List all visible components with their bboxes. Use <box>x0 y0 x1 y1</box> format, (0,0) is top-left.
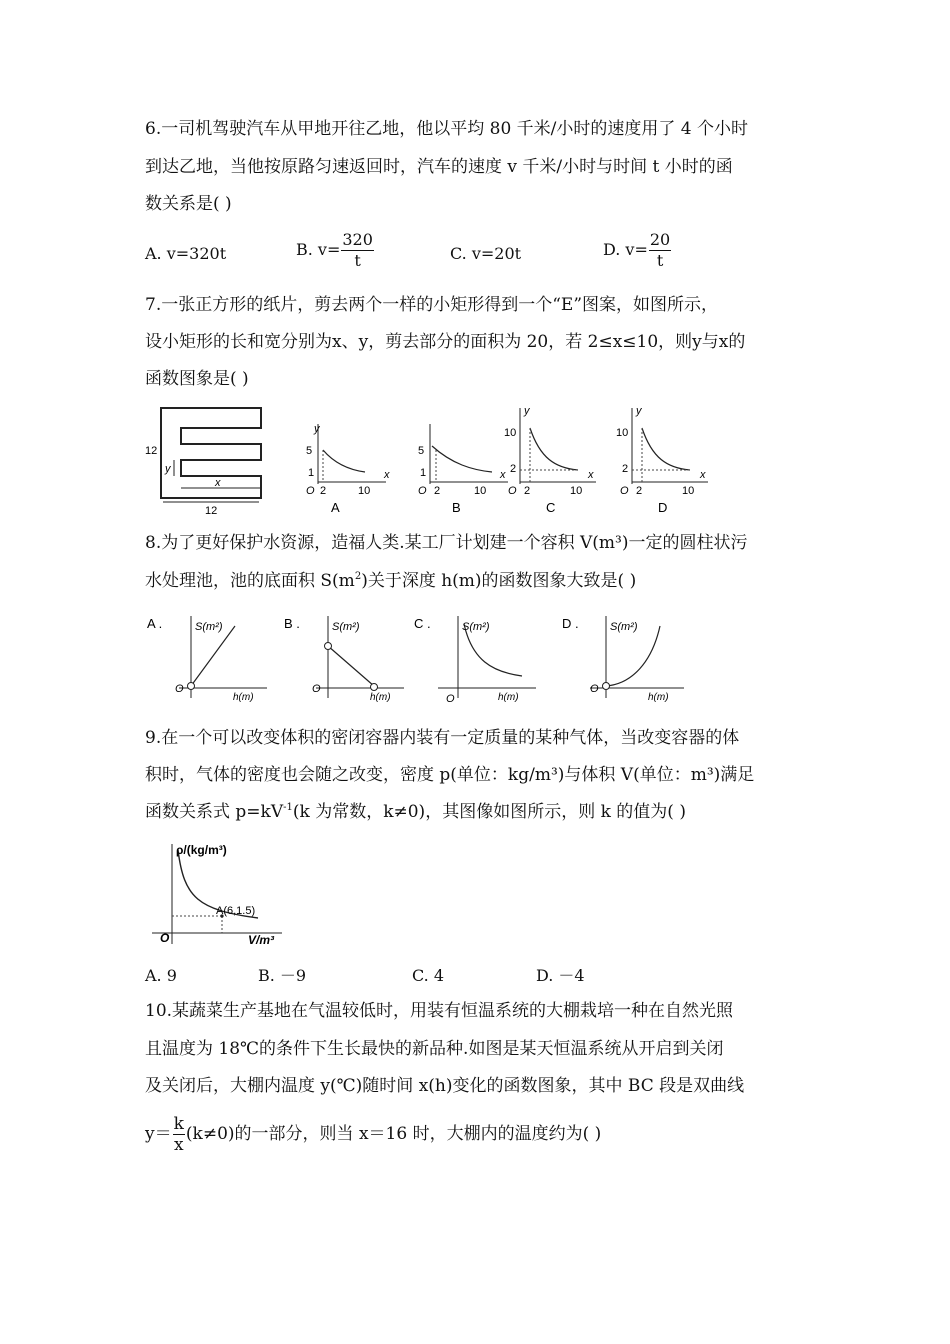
open-point <box>371 684 378 691</box>
e-shape-outline <box>161 408 261 498</box>
numerator: 20 <box>649 230 671 249</box>
q10-line-4-post: (k≠0)的一部分，则当 x＝16 时，大棚内的温度约为( ) <box>185 1124 602 1144</box>
x-axis-label: h(m) <box>498 692 519 703</box>
q8-line-2-pre: 水处理池，池的底面积 S(m <box>145 571 355 591</box>
origin-label: O <box>446 693 455 705</box>
q6-line-3: 数关系是( ) <box>145 194 232 214</box>
y-tick: 2 <box>510 463 517 475</box>
bottom-label: 12 <box>205 505 218 517</box>
q6-line-1: 6.一司机驾驶汽车从甲地开往乙地，他以平均 80 千米/小时的速度用了 4 个小时 <box>145 119 749 139</box>
q6-option-a[interactable]: A. v=320t <box>145 244 227 263</box>
q9-option-b[interactable]: B. －9 <box>258 966 307 985</box>
x-tick: 10 <box>474 485 487 497</box>
graph-label: A <box>331 500 340 515</box>
numerator: k <box>173 1114 184 1134</box>
x-axis-label: x <box>500 469 506 481</box>
y-tick: 10 <box>504 427 517 439</box>
y-tick: 2 <box>622 463 629 475</box>
graph-label: C . <box>414 616 431 631</box>
q6-option-b[interactable] <box>296 230 375 271</box>
origin-label: O <box>620 485 629 497</box>
q7-line-3: 函数图象是( ) <box>145 369 249 389</box>
q10-line-1: 10.某蔬菜生产基地在气温较低时，用装有恒温系统的大棚栽培一种在自然光照 <box>145 1001 734 1021</box>
q8-line-2 <box>145 570 636 592</box>
superscript: -1 <box>283 802 293 813</box>
line-graph <box>191 626 235 686</box>
origin-label: O <box>418 485 427 497</box>
graph-label: B <box>452 500 461 515</box>
q8-graph-a[interactable] <box>145 612 275 707</box>
origin-label: O <box>175 683 184 695</box>
denominator: t <box>354 251 361 270</box>
x-tick: 2 <box>524 485 531 497</box>
q6-option-d[interactable] <box>603 230 672 271</box>
y-axis-label: S(m²) <box>195 621 223 633</box>
q10-line-2: 且温度为 18℃的条件下生长最快的新品种.如图是某天恒温系统从开启到关闭 <box>145 1039 724 1059</box>
open-point <box>188 683 195 690</box>
e-shape-figure <box>143 402 268 517</box>
curve <box>323 450 365 472</box>
y-tick: 5 <box>306 445 313 457</box>
q7-graph-a[interactable] <box>290 420 390 515</box>
q10-line-4-prefix: y＝ <box>145 1124 172 1144</box>
denominator: t <box>656 251 664 270</box>
open-point <box>325 643 332 650</box>
q6-option-b-prefix: B. v= <box>296 240 341 259</box>
q9-density-figure <box>148 838 288 950</box>
q7-line-2: 设小矩形的长和宽分别为x、y，剪去部分的面积为 20，若 2≤x≤10，则y与x的 <box>145 332 746 352</box>
q9-line-3-pre: 函数关系式 p=kV <box>145 802 284 822</box>
x-tick: 2 <box>636 485 643 497</box>
q6-option-d-prefix: D. v= <box>603 240 648 259</box>
q7-graph-c[interactable] <box>500 404 600 514</box>
y-axis-label: y <box>524 405 530 417</box>
y-axis-label: y <box>314 423 320 435</box>
q7-graph-b[interactable] <box>412 420 512 515</box>
q10-line-4 <box>145 1114 601 1155</box>
q9-line-2: 积时，气体的密度也会随之改变，密度 p(单位：kg/m³)与体积 V(单位：m³)满足 <box>145 765 755 785</box>
q8-graph-c[interactable] <box>412 612 542 707</box>
y-tick: 1 <box>420 467 427 479</box>
q6-line-2: 到达乙地，当他按原路匀速返回时，汽车的速度 v 千米/小时与时间 t 小时的函 <box>145 157 733 177</box>
fraction <box>649 230 671 271</box>
q8-line-1: 8.为了更好保护水资源，造福人类.某工厂计划建一个容积 V(m³)一定的圆柱状污 <box>145 533 748 553</box>
y-axis-label: S(m²) <box>462 621 490 633</box>
q7-graph-d[interactable] <box>612 404 712 514</box>
origin-label: O <box>590 683 599 695</box>
y-axis-label: y <box>636 405 642 417</box>
origin-label: O <box>160 931 170 945</box>
q9-option-d[interactable]: D. －4 <box>536 966 585 985</box>
x-axis-label: h(m) <box>370 692 391 703</box>
x-axis-label: h(m) <box>233 692 254 703</box>
q6-option-c[interactable]: C. v=20t <box>450 244 522 263</box>
q8-line-2-post: )关于深度 h(m)的函数图象大致是( ) <box>361 571 637 591</box>
open-point <box>603 683 610 690</box>
x-tick: 10 <box>682 485 695 497</box>
x-label: x <box>215 477 221 489</box>
fraction <box>173 1114 185 1155</box>
graph-label: A . <box>147 616 163 631</box>
point-a-label: A(6,1.5) <box>216 905 256 917</box>
graph-label: B . <box>284 616 300 631</box>
x-axis-label: h(m) <box>648 692 669 703</box>
q8-graph-b[interactable] <box>282 612 412 707</box>
line-graph <box>328 646 374 686</box>
q10-line-3: 及关闭后，大棚内温度 y(℃)随时间 x(h)变化的函数图象，其中 BC 段是双曲线 <box>145 1076 745 1096</box>
y-tick: 5 <box>418 445 425 457</box>
x-tick: 2 <box>434 485 441 497</box>
denominator: x <box>173 1135 184 1155</box>
origin-label: O <box>312 683 321 695</box>
y-tick: 10 <box>616 427 629 439</box>
curve <box>432 446 492 472</box>
numerator: 320 <box>342 230 373 249</box>
x-axis-label: x <box>588 469 594 481</box>
curve <box>530 428 578 470</box>
superscript: 2 <box>354 571 362 582</box>
q9-line-3 <box>145 801 686 823</box>
curve <box>606 626 660 686</box>
graph-label: D . <box>562 616 579 631</box>
x-axis-label: V/m³ <box>248 933 275 947</box>
y-axis-label: S(m²) <box>610 621 638 633</box>
x-tick: 2 <box>320 485 327 497</box>
x-axis-label: x <box>384 469 390 481</box>
y-axis-label: ρ/(kg/m³) <box>176 843 227 857</box>
fraction <box>341 230 374 271</box>
q7-line-1: 7.一张正方形的纸片，剪去两个一样的小矩形得到一个“E”图案，如图所示， <box>145 295 719 315</box>
origin-label: O <box>508 485 517 497</box>
y-label: y <box>165 463 171 475</box>
y-axis-label: S(m²) <box>332 621 360 633</box>
y-tick: 1 <box>308 467 315 479</box>
side-label: 12 <box>145 445 158 457</box>
q9-line-1: 9.在一个可以改变体积的密闭容器内装有一定质量的某种气体，当改变容器的体 <box>145 728 740 748</box>
q9-option-c[interactable]: C. 4 <box>412 966 445 985</box>
q9-option-a[interactable]: A. 9 <box>145 966 177 985</box>
origin-label: O <box>306 485 315 497</box>
graph-label: C <box>546 500 556 514</box>
q8-graph-d[interactable] <box>560 612 690 707</box>
x-tick: 10 <box>570 485 583 497</box>
q9-line-3-post: (k 为常数，k≠0)，其图像如图所示，则 k 的值为( ) <box>292 802 686 822</box>
graph-label: D <box>658 500 668 514</box>
x-axis-label: x <box>700 469 706 481</box>
curve <box>642 428 690 470</box>
x-tick: 10 <box>358 485 371 497</box>
